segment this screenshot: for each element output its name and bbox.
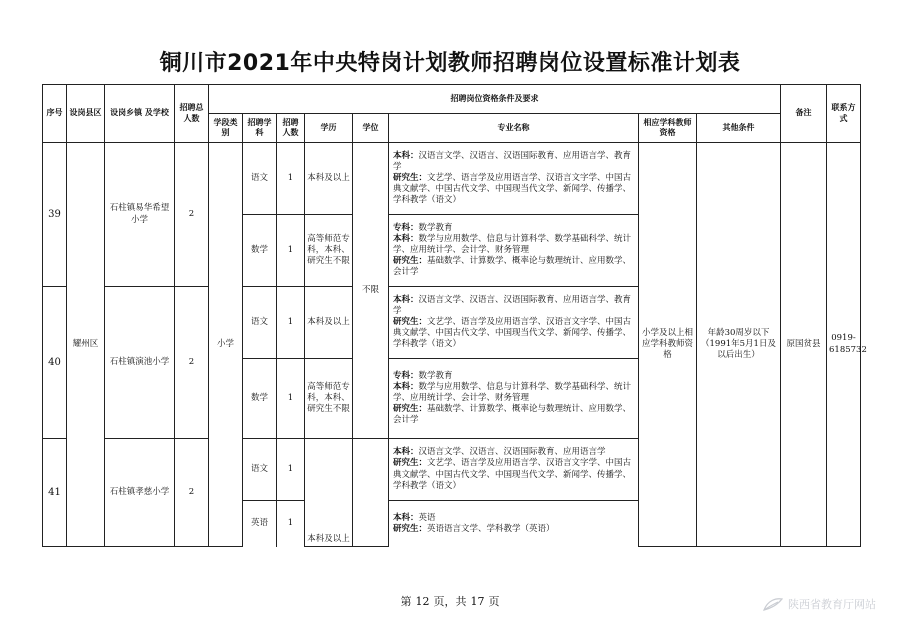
- major-label: 研究生：: [393, 404, 428, 415]
- count-cell: 1: [277, 439, 305, 501]
- other-cell: 年龄30周岁以下（1991年5月1日及以后出生）: [697, 143, 781, 547]
- major-text: 汉语言文学、汉语言、汉语国际教育、应用语言学: [418, 447, 606, 458]
- header-seq: 序号: [43, 85, 67, 143]
- education-cell: 高等师范专科，本科、研究生不限: [305, 359, 353, 439]
- row-seq: 40: [43, 287, 67, 439]
- header-subject: 招聘学科: [243, 114, 277, 143]
- footer-mid: 页，共: [433, 595, 467, 608]
- total-cell: 2: [175, 143, 209, 287]
- row-seq: 39: [43, 143, 67, 287]
- major-text: 基础数学、计算数学、概率论与数理统计、应用数学、会计学: [393, 404, 632, 426]
- subject-cell: 英语: [243, 501, 277, 547]
- recruitment-table: [42, 84, 867, 547]
- header-school: 设岗乡镇 及学校: [105, 85, 175, 143]
- major-label: 本科：: [393, 233, 419, 244]
- count-cell: 1: [277, 287, 305, 359]
- count-cell: 1: [277, 359, 305, 439]
- major-cell: [389, 215, 639, 287]
- major-label: 本科：: [393, 512, 419, 523]
- contact-cell: 0919-6185732: [827, 143, 861, 547]
- education-cell: 本科及以上: [305, 143, 353, 215]
- major-label: 本科：: [393, 447, 419, 458]
- footer-suffix: 页: [488, 595, 500, 608]
- count-cell: 1: [277, 215, 305, 287]
- subject-cell: 数学: [243, 215, 277, 287]
- header-total: 招聘总人数: [175, 85, 209, 143]
- education-cell: 本科及以上: [305, 439, 353, 547]
- header-major: 专业名称: [389, 114, 639, 143]
- education-cell: 高等师范专科，本科、研究生不限: [305, 215, 353, 287]
- subject-cell: 语文: [243, 143, 277, 215]
- major-text: 基础数学、计算数学、概率论与数理统计、应用数学、会计学: [393, 256, 632, 278]
- major-label: 研究生：: [393, 458, 428, 469]
- major-text: 汉语言文学、汉语言、汉语国际教育、应用语言学、教育学: [393, 150, 632, 172]
- major-label: 专科：: [393, 222, 419, 233]
- header-county: 设岗县区: [67, 85, 105, 143]
- header-education: 学历: [305, 114, 353, 143]
- education-cell: 本科及以上: [305, 287, 353, 359]
- subject-cell: 语文: [243, 287, 277, 359]
- major-text: 数学与应用数学、信息与计算科学、数学基础科学、统计学、应用统计学、会计学、财务管理: [393, 381, 632, 403]
- footer-page: 12: [415, 595, 430, 608]
- major-cell: [389, 287, 639, 359]
- degree-cell: 不限: [353, 143, 389, 439]
- major-label: 本科：: [393, 294, 419, 305]
- total-cell: 2: [175, 439, 209, 547]
- leaf-logo-icon: [762, 596, 784, 612]
- cert-cell: 小学及以上相应学科教师资格: [639, 143, 697, 547]
- degree-cell: [353, 439, 389, 547]
- header-degree: 学位: [353, 114, 389, 143]
- major-label: 本科：: [393, 150, 419, 161]
- major-label: 专科：: [393, 370, 419, 381]
- remark-cell: 原国贫县: [781, 143, 827, 547]
- header-cert: 相应学科教师资格: [639, 114, 697, 143]
- county-cell: 耀州区: [67, 143, 105, 547]
- major-text: 数学与应用数学、信息与计算科学、数学基础科学、统计学、应用统计学、会计学、财务管理: [393, 233, 632, 255]
- header-contact: 联系方式: [827, 85, 861, 143]
- school-cell: 石柱镇演池小学: [105, 287, 175, 439]
- page-title: 铜川市2021年中央特岗计划教师招聘岗位设置标准计划表: [159, 51, 741, 76]
- major-label: 研究生：: [393, 316, 428, 327]
- major-text: 英语: [418, 512, 436, 523]
- major-text: 文艺学、语言学及应用语言学、汉语言文字学、中国古典文献学、中国古代文学、中国现当代文学、新闻学、传播学、学科教学（语文）: [393, 458, 632, 491]
- major-text: 文艺学、语言学及应用语言学、汉语言文字学、中国古典文献学、中国古代文学、中国现当代文学、新闻学、传播学、学科教学（语文）: [393, 172, 632, 206]
- table-row: [43, 143, 861, 215]
- row-seq: 41: [43, 439, 67, 547]
- major-text: 数学教育: [418, 222, 453, 233]
- major-cell: [389, 439, 639, 501]
- header-stage: 学段类别: [209, 114, 243, 143]
- school-cell: 石柱镇易华希望小学: [105, 143, 175, 287]
- major-cell: [389, 501, 639, 547]
- header-other: 其他条件: [697, 114, 781, 143]
- total-cell: 2: [175, 287, 209, 439]
- major-label: 研究生：: [393, 523, 428, 534]
- footer-total-pages: 17: [470, 595, 485, 608]
- subject-cell: 数学: [243, 359, 277, 439]
- header-count: 招聘人数: [277, 114, 305, 143]
- major-text: 数学教育: [418, 370, 453, 381]
- major-text: 汉语言文学、汉语言、汉语国际教育、应用语言学、教育学: [393, 294, 632, 316]
- site-watermark: [762, 596, 876, 612]
- stage-cell: 小学: [209, 143, 243, 547]
- major-cell: [389, 143, 639, 215]
- footer-prefix: 第: [400, 595, 412, 608]
- count-cell: 1: [277, 143, 305, 215]
- major-cell: [389, 359, 639, 439]
- school-cell: 石柱镇孝慈小学: [105, 439, 175, 547]
- count-cell: 1: [277, 501, 305, 547]
- subject-cell: 语文: [243, 439, 277, 501]
- major-label: 研究生：: [393, 172, 428, 183]
- header-conditions-group: 招聘岗位资格条件及要求: [209, 85, 781, 114]
- header-remark: 备注: [781, 85, 827, 143]
- major-label: 研究生：: [393, 256, 428, 267]
- major-label: 本科：: [393, 381, 419, 392]
- major-text: 英语语言文学、学科教学（英语）: [427, 523, 555, 534]
- watermark-text: 陕西省教育厅网站: [788, 598, 876, 611]
- major-text: 文艺学、语言学及应用语言学、汉语言文字学、中国古典文献学、中国古代文学、中国现当代文学、新闻学、传播学、学科教学（语文）: [393, 316, 632, 350]
